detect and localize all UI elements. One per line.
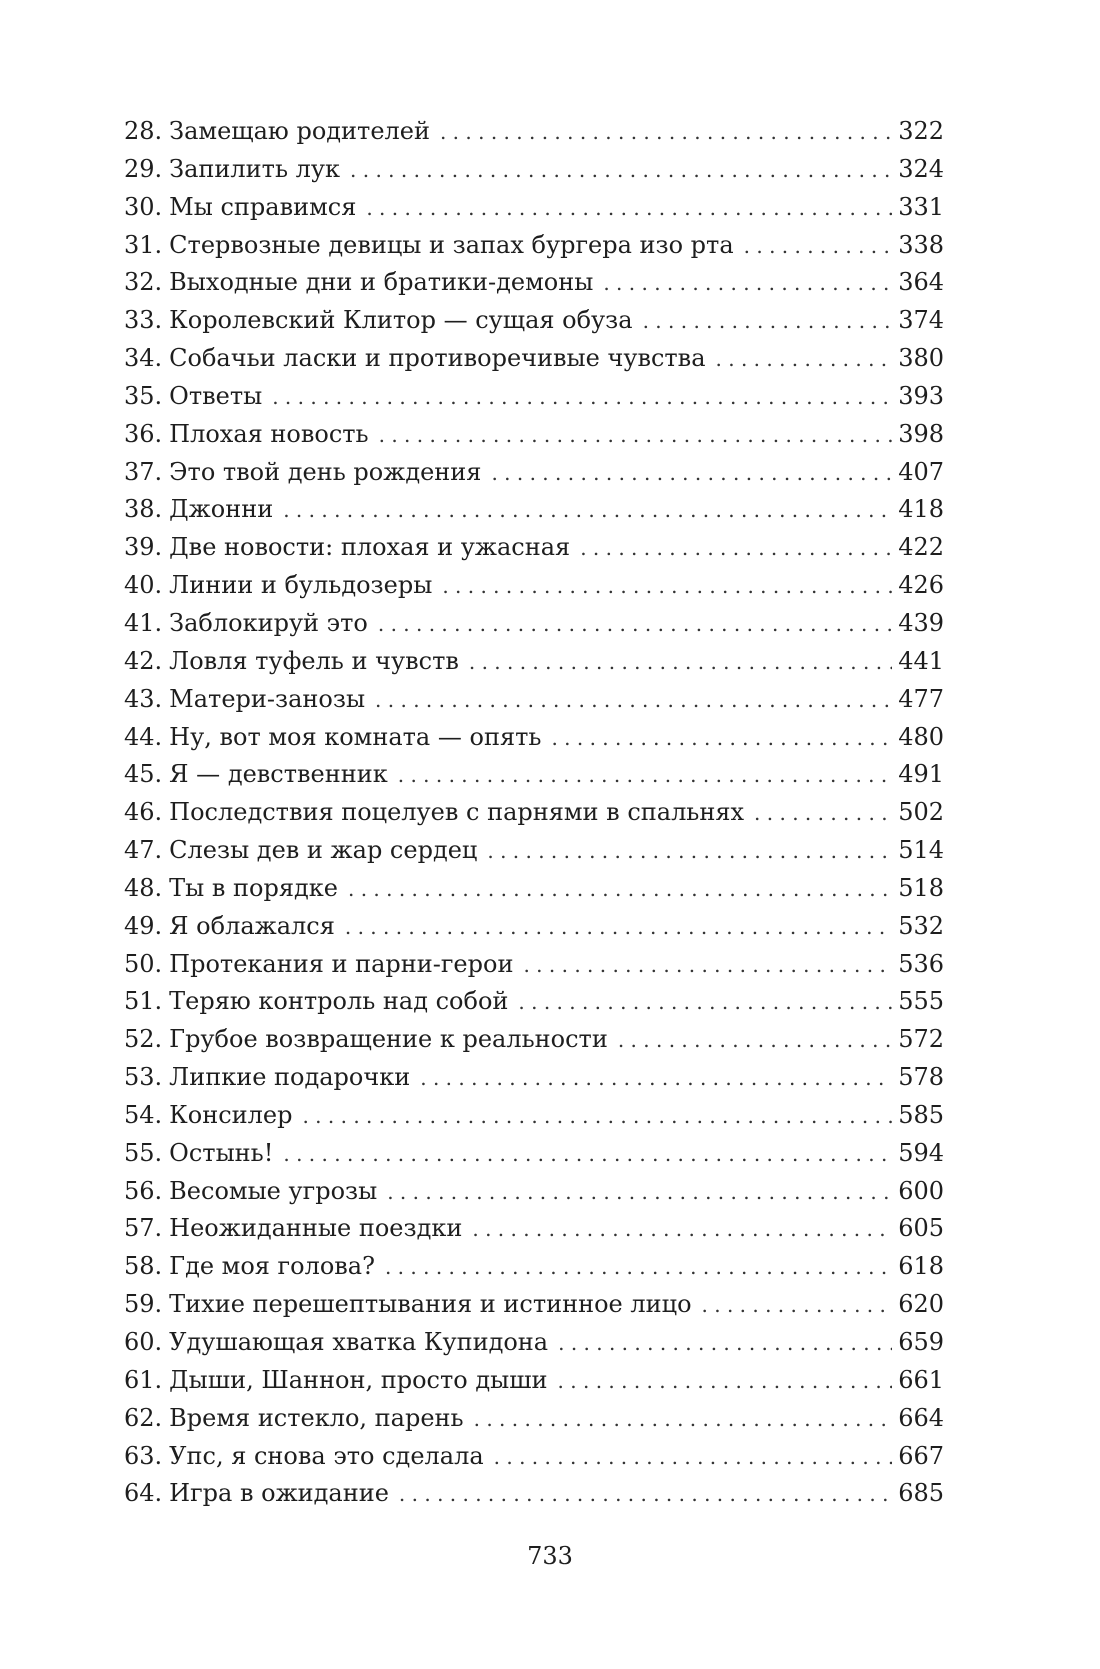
- chapter-page-number: 618: [898, 1252, 944, 1281]
- chapter-number: 34.: [124, 344, 163, 373]
- chapter-title: Неожиданные поездки: [169, 1214, 463, 1243]
- table-of-contents: [124, 117, 944, 1517]
- chapter-page-number: 659: [898, 1328, 944, 1356]
- chapter-title: Линии и бульдозеры: [169, 571, 433, 600]
- toc-entry: [124, 117, 944, 155]
- dot-leader: [440, 120, 892, 144]
- chapter-number: 41.: [124, 608, 163, 637]
- dot-leader: [702, 1293, 893, 1317]
- chapter-number: 48.: [124, 873, 163, 902]
- page-number: 733: [527, 1542, 573, 1570]
- toc-entry: [124, 723, 944, 761]
- toc-entry: [124, 571, 944, 609]
- chapter-page-number: 605: [898, 1214, 944, 1243]
- chapter-page-number: 393: [898, 381, 944, 410]
- chapter-number: 50.: [124, 949, 163, 978]
- chapter-number: 51.: [124, 987, 163, 1016]
- chapter-title: Тихие перешептывания и истинное лицо: [169, 1290, 692, 1319]
- toc-entry: [124, 495, 944, 533]
- chapter-page-number: 664: [898, 1403, 944, 1432]
- chapter-page-number: 480: [898, 722, 944, 751]
- chapter-title: Ответы: [169, 381, 263, 410]
- dot-leader: [523, 953, 892, 977]
- chapter-page-number: 331: [898, 192, 944, 221]
- chapter-number: 37.: [124, 457, 163, 486]
- chapter-title: Выходные дни и братики-демоны: [169, 268, 594, 297]
- chapter-title: Игра в ожидание: [169, 1479, 389, 1508]
- dot-leader: [551, 726, 892, 750]
- chapter-page-number: 322: [898, 117, 944, 145]
- toc-entry: [124, 760, 944, 798]
- dot-leader: [494, 1445, 893, 1469]
- chapter-page-number: 620: [898, 1290, 944, 1319]
- chapter-page-number: 441: [898, 646, 944, 675]
- chapter-title: Липкие подарочки: [169, 1063, 411, 1092]
- chapter-title: Упс, я снова это сделала: [169, 1441, 484, 1470]
- toc-entry: [124, 533, 944, 571]
- chapter-page-number: 338: [898, 230, 944, 259]
- chapter-number: 43.: [124, 684, 163, 713]
- chapter-page-number: 324: [898, 154, 944, 183]
- chapter-title: Матери-занозы: [169, 684, 366, 713]
- toc-entry: [124, 1404, 944, 1442]
- chapter-number: 28.: [124, 117, 163, 145]
- toc-entry: [124, 1366, 944, 1404]
- chapter-page-number: 374: [898, 306, 944, 335]
- dot-leader: [348, 877, 892, 901]
- toc-entry: [124, 1479, 944, 1517]
- chapter-title: Королевский Клитор — сущая обуза: [169, 306, 633, 335]
- dot-leader: [366, 196, 892, 220]
- chapter-title: Теряю контроль над собой: [169, 987, 509, 1016]
- chapter-number: 33.: [124, 306, 163, 335]
- chapter-title: Я — девственник: [169, 760, 388, 789]
- dot-leader: [385, 1255, 892, 1279]
- dot-leader: [378, 612, 892, 636]
- dot-leader: [558, 1369, 893, 1393]
- dot-leader: [491, 461, 892, 485]
- chapter-number: 36.: [124, 419, 163, 448]
- chapter-number: 59.: [124, 1290, 163, 1319]
- chapter-title: Где моя голова?: [169, 1252, 375, 1281]
- dot-leader: [283, 498, 892, 522]
- chapter-title: Заблокируй это: [169, 608, 368, 637]
- toc-entry: [124, 685, 944, 723]
- dot-leader: [603, 271, 892, 295]
- chapter-number: 58.: [124, 1252, 163, 1281]
- dot-leader: [387, 1180, 892, 1204]
- dot-leader: [350, 158, 892, 182]
- chapter-title: Собачьи ласки и противоречивые чувства: [169, 344, 706, 373]
- chapter-page-number: 572: [898, 1025, 944, 1054]
- toc-entry: [124, 912, 944, 950]
- chapter-title: Я облажался: [169, 911, 335, 940]
- chapter-number: 47.: [124, 836, 163, 865]
- chapter-page-number: 600: [898, 1176, 944, 1205]
- dot-leader: [469, 650, 892, 674]
- dot-leader: [643, 309, 893, 333]
- chapter-title: Мы справимся: [169, 192, 357, 221]
- chapter-page-number: 407: [898, 457, 944, 486]
- chapter-page-number: 426: [898, 571, 944, 600]
- chapter-number: 57.: [124, 1214, 163, 1243]
- chapter-page-number: 477: [898, 684, 944, 713]
- chapter-number: 55.: [124, 1138, 163, 1167]
- chapter-page-number: 667: [898, 1441, 944, 1470]
- chapter-number: 38.: [124, 495, 163, 524]
- chapter-number: 45.: [124, 760, 163, 789]
- dot-leader: [442, 574, 892, 598]
- chapter-number: 64.: [124, 1479, 163, 1508]
- chapter-page-number: 514: [898, 836, 944, 865]
- chapter-title: Консилер: [169, 1100, 293, 1129]
- chapter-number: 40.: [124, 571, 163, 600]
- chapter-number: 53.: [124, 1063, 163, 1092]
- chapter-title: Плохая новость: [169, 419, 369, 448]
- toc-entry: [124, 1214, 944, 1252]
- toc-entry: [124, 1442, 944, 1480]
- chapter-title: Ловля туфель и чувств: [169, 646, 459, 675]
- toc-entry: [124, 1139, 944, 1177]
- toc-entry: [124, 987, 944, 1025]
- chapter-title: Весомые угрозы: [169, 1176, 378, 1205]
- chapter-number: 32.: [124, 268, 163, 297]
- chapter-number: 39.: [124, 533, 163, 562]
- chapter-number: 46.: [124, 798, 163, 827]
- toc-entry: [124, 193, 944, 231]
- chapter-number: 44.: [124, 722, 163, 751]
- chapter-number: 63.: [124, 1441, 163, 1470]
- chapter-page-number: 532: [898, 911, 944, 940]
- chapter-title: Ты в порядке: [169, 873, 338, 902]
- chapter-number: 42.: [124, 646, 163, 675]
- chapter-title: Стервозные девицы и запах бургера изо рта: [169, 230, 734, 259]
- chapter-title: Две новости: плохая и ужасная: [169, 533, 571, 562]
- chapter-page-number: 398: [898, 419, 944, 448]
- chapter-title: Последствия поцелуев с парнями в спальнях: [169, 798, 745, 827]
- toc-entry: [124, 874, 944, 912]
- dot-leader: [398, 763, 892, 787]
- chapter-page-number: 555: [898, 987, 944, 1016]
- chapter-page-number: 518: [898, 873, 944, 902]
- toc-entry: [124, 382, 944, 420]
- toc-entry: [124, 836, 944, 874]
- chapter-page-number: 418: [898, 495, 944, 524]
- toc-entry: [124, 798, 944, 836]
- chapter-title: Замещаю родителей: [169, 117, 430, 145]
- chapter-page-number: 536: [898, 949, 944, 978]
- toc-entry: [124, 231, 944, 269]
- dot-leader: [283, 1142, 892, 1166]
- dot-leader: [420, 1066, 892, 1090]
- chapter-page-number: 422: [898, 533, 944, 562]
- chapter-title: Слезы дев и жар сердец: [169, 836, 478, 865]
- toc-entry: [124, 1025, 944, 1063]
- chapter-number: 61.: [124, 1365, 163, 1394]
- dot-leader: [487, 839, 892, 863]
- dot-leader: [345, 915, 892, 939]
- toc-entry: [124, 1177, 944, 1215]
- toc-entry: [124, 155, 944, 193]
- toc-entry: [124, 306, 944, 344]
- chapter-title: Удушающая хватка Купидона: [169, 1328, 549, 1356]
- chapter-title: Грубое возвращение к реальности: [169, 1025, 608, 1054]
- chapter-page-number: 594: [898, 1138, 944, 1167]
- toc-entry: [124, 609, 944, 647]
- chapter-page-number: 380: [898, 344, 944, 373]
- chapter-number: 60.: [124, 1328, 163, 1356]
- dot-leader: [518, 990, 892, 1014]
- toc-entry: [124, 1252, 944, 1290]
- chapter-title: Остынь!: [169, 1138, 274, 1167]
- chapter-title: Запилить лук: [169, 154, 341, 183]
- chapter-number: 56.: [124, 1176, 163, 1205]
- dot-leader: [474, 1407, 893, 1431]
- toc-entry: [124, 1101, 944, 1139]
- toc-entry: [124, 647, 944, 685]
- dot-leader: [302, 1104, 892, 1128]
- chapter-title: Ну, вот моя комната — опять: [169, 722, 542, 751]
- chapter-page-number: 685: [898, 1479, 944, 1508]
- dot-leader: [618, 1028, 892, 1052]
- chapter-page-number: 491: [898, 760, 944, 789]
- chapter-page-number: 364: [898, 268, 944, 297]
- dot-leader: [558, 1331, 892, 1355]
- toc-entry: [124, 1063, 944, 1101]
- chapter-page-number: 502: [898, 798, 944, 827]
- chapter-number: 49.: [124, 911, 163, 940]
- chapter-title: Время истекло, парень: [169, 1403, 464, 1432]
- chapter-number: 30.: [124, 192, 163, 221]
- chapter-number: 54.: [124, 1100, 163, 1129]
- chapter-page-number: 661: [898, 1365, 944, 1394]
- toc-entry: [124, 1290, 944, 1328]
- chapter-number: 31.: [124, 230, 163, 259]
- dot-leader: [744, 234, 893, 258]
- chapter-page-number: 578: [898, 1063, 944, 1092]
- dot-leader: [379, 423, 893, 447]
- chapter-title: Джонни: [169, 495, 274, 524]
- dot-leader: [472, 1217, 892, 1241]
- dot-leader: [399, 1482, 892, 1506]
- chapter-number: 35.: [124, 381, 163, 410]
- dot-leader: [375, 688, 892, 712]
- dot-leader: [272, 385, 892, 409]
- toc-entry: [124, 268, 944, 306]
- toc-entry: [124, 950, 944, 988]
- dot-leader: [716, 347, 893, 371]
- toc-entry: [124, 420, 944, 458]
- toc-entry: [124, 344, 944, 382]
- chapter-title: Протекания и парни-герои: [169, 949, 514, 978]
- chapter-number: 62.: [124, 1403, 163, 1432]
- toc-entry: [124, 458, 944, 496]
- toc-entry: [124, 1328, 944, 1366]
- chapter-title: Это твой день рождения: [169, 457, 482, 486]
- chapter-number: 29.: [124, 154, 163, 183]
- dot-leader: [580, 536, 892, 560]
- chapter-number: 52.: [124, 1025, 163, 1054]
- chapter-title: Дыши, Шаннон, просто дыши: [169, 1365, 548, 1394]
- dot-leader: [754, 801, 892, 825]
- chapter-page-number: 585: [898, 1100, 944, 1129]
- chapter-page-number: 439: [898, 608, 944, 637]
